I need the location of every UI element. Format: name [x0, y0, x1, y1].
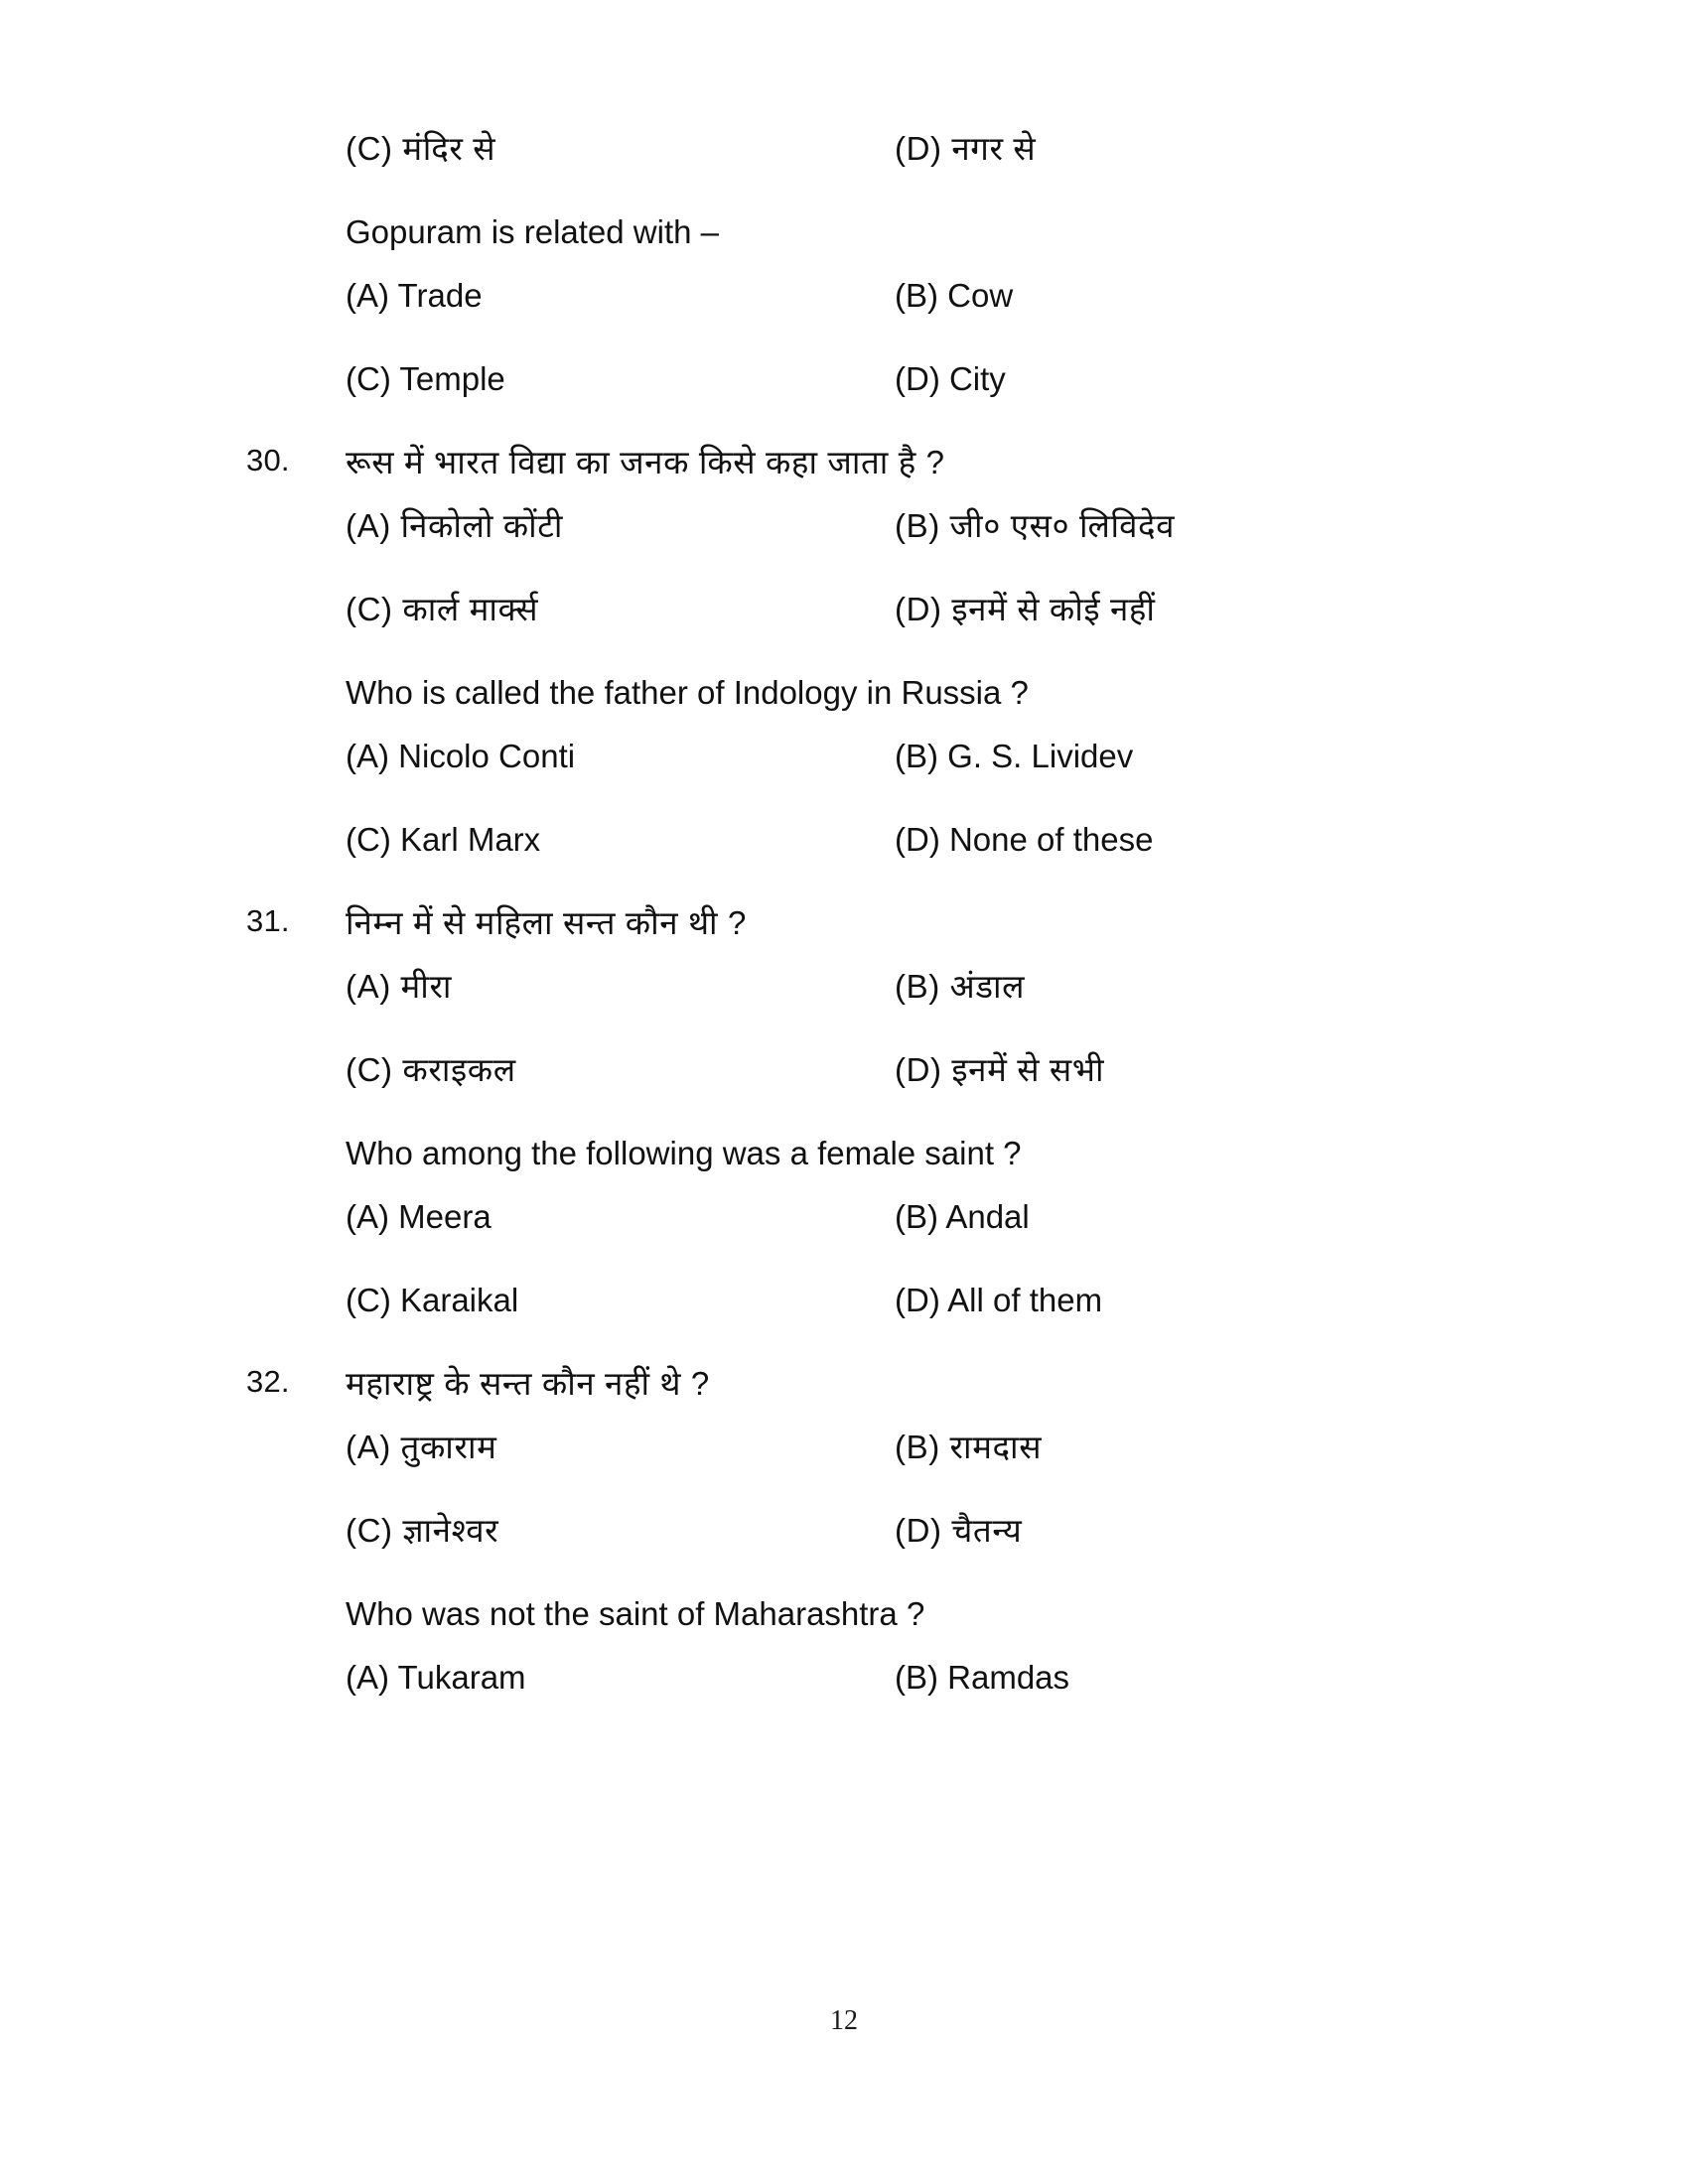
- carryover-english-option-a[interactable]: (A) Trade: [346, 277, 483, 314]
- carryover-english-options-ab: [346, 274, 1688, 357]
- question-31-english-option-d[interactable]: (D) All of them: [895, 1282, 1103, 1318]
- carryover-option-c[interactable]: (C) मंदिर से: [346, 130, 496, 167]
- question-30-hindi-option-c[interactable]: (C) कार्ल मार्क्स: [346, 591, 539, 627]
- question-30-hindi-text: रूस में भारत विद्या का जनक किसे कहा जाता है ?: [346, 444, 945, 480]
- question-30-hindi-row: [0, 441, 1688, 490]
- question-30-english-option-a[interactable]: (A) Nicolo Conti: [346, 738, 576, 774]
- carryover-hindi-options: [346, 127, 1688, 210]
- question-31-english-option-a[interactable]: (A) Meera: [346, 1198, 492, 1235]
- question-30-english-option-b[interactable]: (B) G. S. Lividev: [895, 738, 1134, 774]
- question-31-english-options-cd: [346, 1279, 1688, 1362]
- question-31-hindi-text: निम्न में से महिला सन्त कौन थी ?: [346, 904, 747, 941]
- question-31-hindi-row: [0, 901, 1688, 951]
- question-32-english-text: Who was not the saint of Maharashtra ?: [346, 1595, 925, 1632]
- question-31-hindi-options-cd: [346, 1048, 1688, 1132]
- question-30-hindi-option-a[interactable]: (A) निकोलो कोंटी: [346, 507, 564, 544]
- question-32-english-option-b[interactable]: (B) Ramdas: [895, 1659, 1070, 1696]
- question-31-hindi-option-c[interactable]: (C) कराइकल: [346, 1051, 516, 1088]
- carryover-english-option-c[interactable]: (C) Temple: [346, 360, 505, 397]
- question-31-hindi-option-b[interactable]: (B) अंडाल: [895, 968, 1026, 1005]
- question-32-hindi-option-a[interactable]: (A) तुकाराम: [346, 1429, 497, 1465]
- question-32-hindi-row: [0, 1362, 1688, 1412]
- question-32-hindi-text: महाराष्ट्र के सन्त कौन नहीं थे ?: [346, 1365, 710, 1402]
- carryover-english-question-text: Gopuram is related with –: [346, 213, 720, 250]
- question-31-english-row: [0, 1132, 1688, 1181]
- question-32-english-option-a[interactable]: (A) Tukaram: [346, 1659, 526, 1696]
- question-30-hindi-options-ab: [346, 504, 1688, 588]
- question-30-english-option-d[interactable]: (D) None of these: [895, 821, 1154, 858]
- question-31-english-option-b[interactable]: (B) Andal: [895, 1198, 1030, 1235]
- question-30-english-text: Who is called the father of Indology in Russia ?: [346, 674, 1029, 711]
- carryover-english-options-cd: [346, 357, 1688, 441]
- question-31-english-options-ab: [346, 1195, 1688, 1279]
- question-31-english-option-c[interactable]: (C) Karaikal: [346, 1282, 519, 1318]
- question-30-english-options-cd: [346, 818, 1688, 901]
- page-number: 12: [830, 2005, 858, 2036]
- question-30-number: 30.: [246, 443, 290, 478]
- question-32-hindi-options-cd: [346, 1509, 1688, 1592]
- question-31-hindi-options-ab: [346, 965, 1688, 1048]
- question-32-english-options-ab: [346, 1656, 1688, 1739]
- question-30-english-options-ab: [346, 735, 1688, 818]
- question-32-hindi-option-b[interactable]: (B) रामदास: [895, 1429, 1043, 1465]
- question-32-hindi-option-c[interactable]: (C) ज्ञानेश्वर: [346, 1512, 499, 1549]
- question-30-hindi-options-cd: [346, 588, 1688, 671]
- question-30-hindi-option-d[interactable]: (D) इनमें से कोई नहीं: [895, 591, 1156, 627]
- question-31-number: 31.: [246, 903, 290, 938]
- question-32-number: 32.: [246, 1364, 290, 1399]
- carryover-english-option-b[interactable]: (B) Cow: [895, 277, 1014, 314]
- question-32-english-row: [0, 1592, 1688, 1642]
- carryover-english-option-d[interactable]: (D) City: [895, 360, 1006, 397]
- carryover-english-question-row: [0, 210, 1688, 260]
- question-30-hindi-option-b[interactable]: (B) जी० एस० लिविदेव: [895, 507, 1176, 544]
- question-32-hindi-option-d[interactable]: (D) चैतन्य: [895, 1512, 1023, 1549]
- question-32-hindi-options-ab: [346, 1426, 1688, 1509]
- carryover-option-d[interactable]: (D) नगर से: [895, 130, 1037, 167]
- question-31-hindi-option-d[interactable]: (D) इनमें से सभी: [895, 1051, 1105, 1088]
- question-31-hindi-option-a[interactable]: (A) मीरा: [346, 968, 453, 1005]
- question-30-english-option-c[interactable]: (C) Karl Marx: [346, 821, 541, 858]
- question-30-english-row: [0, 671, 1688, 721]
- question-31-english-text: Who among the following was a female saint ?: [346, 1135, 1022, 1171]
